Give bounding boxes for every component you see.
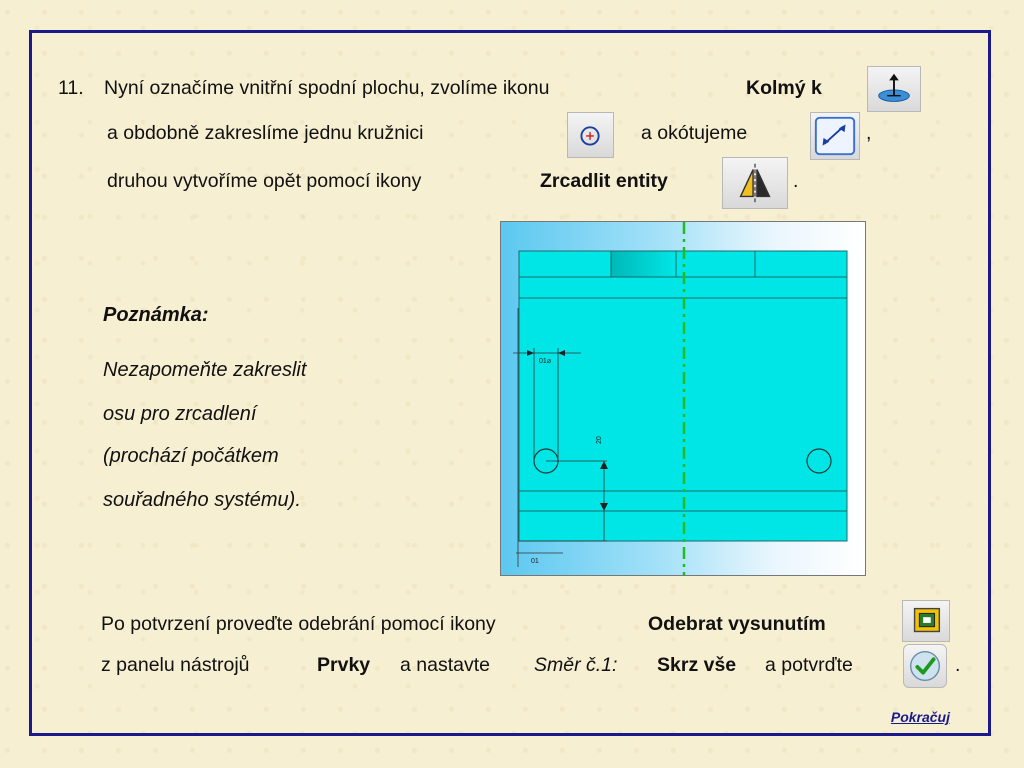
dim-diameter-label: 01⌀	[539, 358, 552, 365]
dim-offset-label: 01	[531, 558, 539, 565]
bottom-line-2-end: .	[955, 654, 961, 676]
kolmy-k-label: Kolmý k	[746, 77, 822, 99]
smart-dimension-icon[interactable]	[810, 112, 860, 160]
step-line-3: druhou vytvoříme opět pomocí ikony	[107, 170, 422, 192]
step-number: 11.	[58, 77, 84, 99]
extruded-cut-icon[interactable]	[902, 600, 950, 642]
note-line-4: souřadného systému).	[103, 489, 301, 511]
zrcadlit-entity-label: Zrcadlit entity	[540, 170, 668, 192]
dim-height-label: 20	[596, 436, 603, 444]
note-line-2: osu pro zrcadlení	[103, 403, 257, 425]
continue-link[interactable]: Pokračuj	[890, 709, 950, 725]
prvky-label: Prvky	[317, 654, 371, 676]
skrz-vse-label: Skrz vše	[657, 654, 737, 676]
step-line-2-mid: a okótujeme	[641, 122, 748, 144]
odebrat-vysunutim-label: Odebrat vysunutím	[648, 613, 826, 635]
cad-sketch-view[interactable]	[500, 221, 866, 576]
bottom-line-2a: z panelu nástrojů	[101, 654, 250, 676]
note-title: Poznámka:	[103, 304, 209, 326]
step-line-1: Nyní označíme vnitřní spodní plochu, zvolíme ikonu	[104, 77, 550, 99]
bottom-line-1: Po potvrzení proveďte odebrání pomocí ikony	[101, 613, 496, 635]
bottom-line-2c: a potvrďte	[765, 654, 853, 676]
ok-checkmark-icon[interactable]	[903, 644, 947, 688]
normal-to-icon[interactable]	[867, 66, 921, 112]
step-line-2-end: ,	[866, 122, 872, 144]
circle-icon[interactable]	[567, 112, 614, 158]
smer-label: Směr č.1:	[534, 654, 618, 676]
note-line-3: (prochází počátkem	[103, 445, 279, 467]
step-line-2: a obdobně zakreslíme jednu kružnici	[107, 122, 424, 144]
step-line-3-end: .	[793, 170, 799, 192]
mirror-entities-icon[interactable]	[722, 157, 788, 209]
note-line-1: Nezapomeňte zakreslit	[103, 359, 307, 381]
bottom-line-2b: a nastavte	[400, 654, 490, 676]
